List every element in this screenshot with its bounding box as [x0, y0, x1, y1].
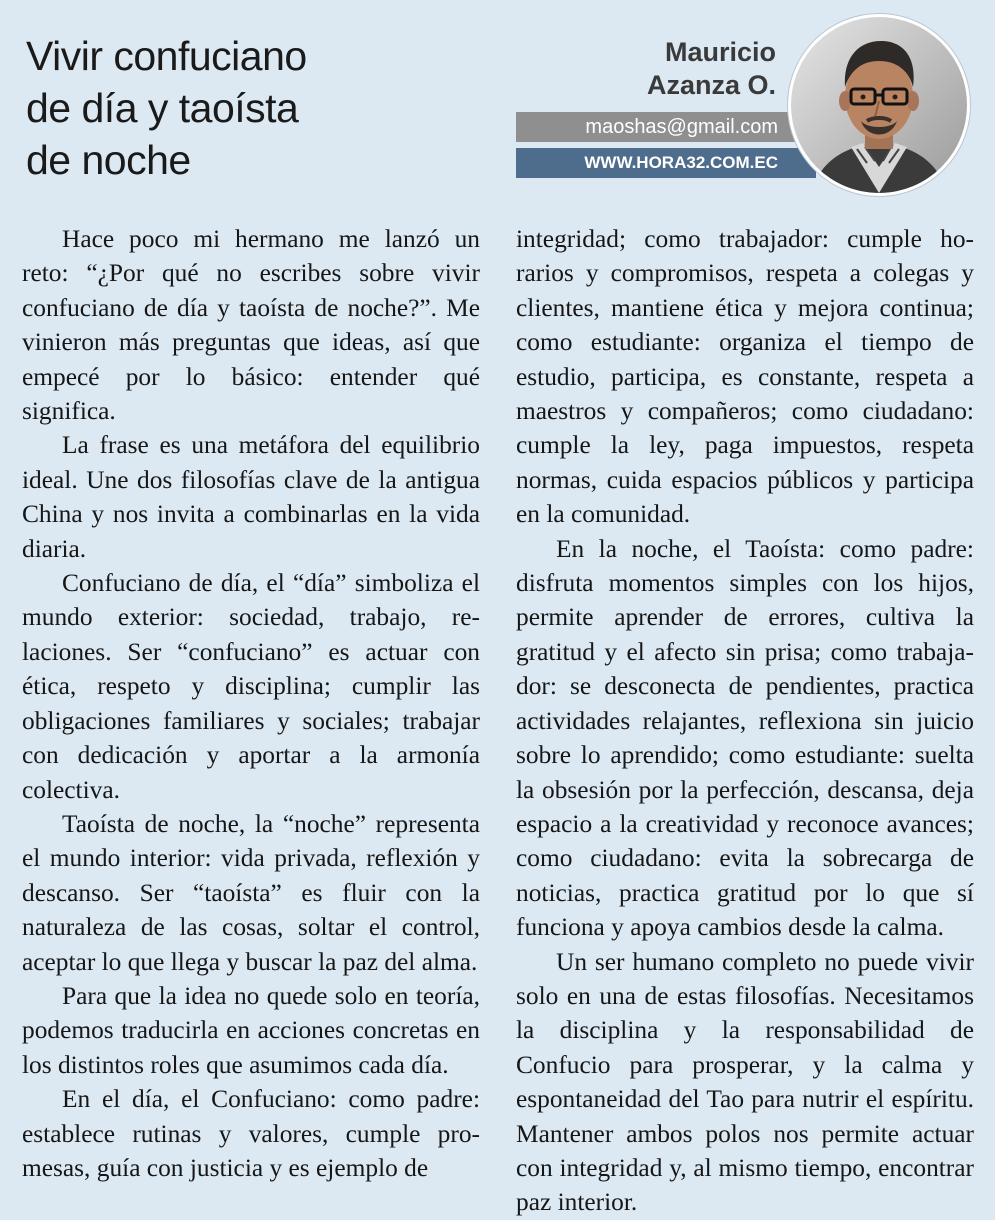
headline-line-1: Vivir confuciano	[26, 33, 307, 79]
article-column-right	[516, 222, 974, 1220]
paragraph: En el día, el Confuciano: como padre: establece rutinas y valores, cumple promesas, guía con justicia y es ejemplo de	[22, 1085, 480, 1182]
article-headline	[26, 30, 496, 186]
author-byline	[516, 36, 776, 102]
website-url: WWW.HORA32.COM.EC	[516, 148, 816, 178]
paragraph: En la noche, el Taoísta: como padre: disfruta momentos simples con los hijos, permite aprender de errores, cultiva la gratitud y el afecto sin prisa; como trabajador: se desconecta de pendientes, practica actividades relajantes, reflexiona sin juicio sobre lo aprendido; como estudiante: suelta la obsesión por la perfección, descansa, deja espacio a la creatividad y reconoce avances; como ciudadano: evita la sobrecarga de noticias, practica gratitud por lo que sí funciona y apoya cambios desde la calma.	[516, 534, 974, 942]
paragraph: Confuciano de día, el “día” simboliza el mundo exterior: sociedad, trabajo, relaciones. Ser “confuciano” es actuar con ética, respeto y disciplina; cumplir las obligaciones familiares y sociales; trabajar con dedicación y aportar a la armonía colectiva.	[22, 569, 480, 804]
headline-line-2: de día y taoísta	[26, 85, 299, 131]
headline-line-3: de noche	[26, 137, 191, 183]
paragraph: Hace poco mi hermano me lanzó un reto: “¿Por qué no escribes sobre vivir confuciano de día y taoísta de noche?”. Me vinieron más preguntas que ideas, así que empecé por lo básico: entender qué significa.	[22, 225, 480, 426]
article-column-left	[22, 222, 480, 1185]
paragraph: La frase es una metáfora del equilibrio ideal. Une dos filosofías clave de la antigua China y nos invita a combinarlas en la vida diaria.	[22, 431, 480, 563]
author-photo	[788, 14, 970, 196]
author-last-name: Azanza O.	[646, 70, 776, 100]
paragraph: Taoísta de noche, la “noche” representa el mundo interior: vida privada, reflexión y descanso. Ser “taoísta” es fluir con la naturaleza de las cosas, soltar el control, aceptar lo que llega y buscar la paz del alma.	[22, 809, 480, 976]
author-first-name: Mauricio	[664, 37, 776, 67]
paragraph: Para que la idea no quede solo en teoría, podemos traducirla en acciones concretas en los distintos roles que asumimos cada día.	[22, 981, 480, 1079]
paragraph-continued: integridad; como trabajador: cumple horarios y compromisos, respeta a colegas y clientes, mantiene ética y mejora continua; como estudiante: organiza el tiempo de estudio, participa, es constante, respeta a maestros y compañeros; como ciudadano: cumple la ley, paga impuestos, respeta normas, cuida espacios públicos y participa en la comunidad.	[516, 225, 974, 529]
author-portrait-image	[791, 17, 967, 193]
author-email: maoshas@gmail.com	[516, 112, 796, 142]
paragraph: Un ser humano completo no puede vivir solo en una de estas filosofías. Necesitamos la disciplina y la responsabilidad de Confucio para prosperar, y la calma y espontaneidad del Tao para nutrir el espíritu. Mantener ambos polos nos permite actuar con integridad y, al mismo tiempo, encontrar paz interior.	[516, 947, 974, 1217]
